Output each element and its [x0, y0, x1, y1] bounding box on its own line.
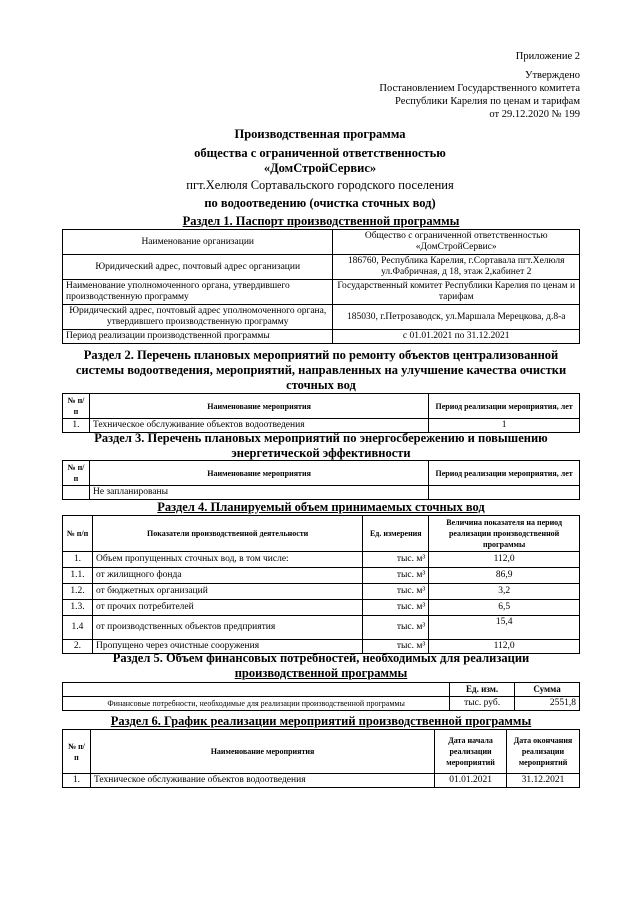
passport-value: 185030, г.Петрозаводск, ул.Маршала Мерецкова, д.8-а: [333, 305, 580, 330]
empty-header-cell: [63, 683, 450, 697]
table-row: [63, 280, 580, 305]
appendix-label: Приложение 2: [515, 51, 580, 62]
row-name: от производственных объектов предприятия: [92, 616, 362, 640]
decree-line-2: Республики Карелия по ценам и тарифам: [395, 96, 580, 107]
row-period: [429, 486, 580, 500]
table-row: [63, 697, 580, 711]
passport-value: 186760, Республика Карелия, г.Сортавала пгт.Хелюля ул.Фабричная, д 18, этаж 2,кабинет 2: [333, 255, 580, 280]
settlement-line: пгт.Хелюля Сортавальского городского поселения: [186, 178, 454, 192]
row-unit: тыс. руб.: [450, 697, 515, 711]
decree-date: от 29.12.2020 № 199: [489, 109, 580, 120]
col-unit-header: Ед. изм.: [450, 683, 515, 697]
section-1-heading: Раздел 1. Паспорт производственной программы: [182, 214, 460, 228]
row-num: 2.: [63, 640, 93, 654]
section-5-heading-line-1: Раздел 5. Объем финансовых потребностей, необходимых для реализации: [112, 651, 530, 665]
col-num-header: № п/п: [63, 516, 93, 552]
col-name-header: Наименование мероприятия: [89, 461, 428, 486]
table-row: [63, 600, 580, 616]
approved-label: Утверждено: [525, 70, 580, 81]
col-name-header: Наименование мероприятия: [89, 394, 428, 419]
col-name-header: Показатели производственной деятельности: [92, 516, 362, 552]
passport-label: Наименование организации: [63, 230, 333, 255]
row-period: 1: [429, 419, 580, 433]
passport-value: Государственный комитет Республики Карелия по ценам и тарифам: [333, 280, 580, 305]
row-num: 1.2.: [63, 584, 93, 600]
row-value: 15,4: [429, 616, 580, 640]
section-2-heading: Раздел 2. Перечень плановых мероприятий по ремонту объектов централизованной системы водоотведения, мероприятий, направленных на улучшение качества очистки сточных вод: [75, 348, 567, 392]
row-value: 112,0: [429, 640, 580, 654]
service-line: по водоотведению (очистка сточных вод): [204, 196, 436, 210]
section-6-heading: Раздел 6. График реализации мероприятий производственной программы: [110, 714, 532, 728]
table-header-row: [63, 683, 580, 697]
row-name: от жилищного фонда: [92, 568, 362, 584]
row-label: Финансовые потребности, необходимые для реализации производственной программы: [63, 697, 450, 711]
row-name: Пропущено через очистные сооружения: [92, 640, 362, 654]
row-num: 1.: [63, 552, 93, 568]
table-header-row: [63, 730, 580, 774]
table-row: [63, 568, 580, 584]
row-name: Техническое обслуживание объектов водоотведения: [89, 419, 428, 433]
table-row: [63, 774, 580, 788]
col-num-header: № п/п: [63, 461, 90, 486]
program-title: Производственная программа: [234, 127, 406, 141]
row-name: от бюджетных организаций: [92, 584, 362, 600]
col-num-header: № п/п: [63, 394, 90, 419]
table-header-row: [63, 516, 580, 552]
repair-measures-table: [62, 393, 580, 433]
row-unit: тыс. м³: [363, 568, 429, 584]
financial-needs-table: [62, 682, 580, 711]
row-value: 86,9: [429, 568, 580, 584]
row-unit: тыс. м³: [363, 584, 429, 600]
col-start-header: Дата начала реализации мероприятий: [435, 730, 507, 774]
table-header-row: [63, 394, 580, 419]
row-num: 1.: [63, 419, 90, 433]
row-name: Объем пропущенных сточных вод, в том числе:: [92, 552, 362, 568]
section-4-heading: Раздел 4. Планируемый объем принимаемых сточных вод: [157, 500, 485, 514]
row-value: 6,5: [429, 600, 580, 616]
row-unit: тыс. м³: [363, 552, 429, 568]
table-row: [63, 255, 580, 280]
org-type-line: общества с ограниченной ответственностью: [194, 146, 446, 160]
org-name-line: «ДомСтройСервис»: [263, 161, 377, 175]
passport-label: Наименование уполномоченного органа, утвердившего производственную программу: [63, 280, 333, 305]
passport-label: Юридический адрес, почтовый адрес организации: [63, 255, 333, 280]
energy-measures-table: [62, 460, 580, 500]
col-value-header: Величина показателя на период реализации производственной программы: [429, 516, 580, 552]
decree-line-1: Постановлением Государственного комитета: [379, 83, 580, 94]
table-row: [63, 584, 580, 600]
row-num: 1.4: [63, 616, 93, 640]
row-sum: 2551,8: [515, 697, 580, 711]
row-start: 01.01.2021: [435, 774, 507, 788]
table-header-row: [63, 461, 580, 486]
col-period-header: Период реализации мероприятия, лет: [429, 461, 580, 486]
row-num: 1.3.: [63, 600, 93, 616]
passport-label: Юридический адрес, почтовый адрес уполномоченного органа, утвердившего производственную программу: [63, 305, 333, 330]
row-name: от прочих потребителей: [92, 600, 362, 616]
section-5-heading: [62, 651, 580, 681]
approval-block: [379, 69, 580, 121]
section-5-heading-line-2: производственной программы: [234, 666, 408, 680]
wastewater-volume-table: [62, 515, 580, 654]
passport-value: с 01.01.2021 по 31.12.2021: [333, 330, 580, 344]
col-unit-header: Ед. измерения: [363, 516, 429, 552]
row-unit: тыс. м³: [363, 640, 429, 654]
row-name: Техническое обслуживание объектов водоотведения: [90, 774, 434, 788]
row-num: 1.: [63, 774, 91, 788]
col-name-header: Наименование мероприятия: [90, 730, 434, 774]
row-unit: тыс. м³: [363, 616, 429, 640]
table-row: [63, 486, 580, 500]
schedule-table: [62, 729, 580, 788]
col-num-header: № п/п: [63, 730, 91, 774]
passport-table: [62, 229, 580, 344]
col-end-header: Дата окончания реализации мероприятий: [507, 730, 580, 774]
table-row: [63, 305, 580, 330]
row-value: 3,2: [429, 584, 580, 600]
table-row: [63, 330, 580, 344]
table-row: [63, 552, 580, 568]
row-num: 1.1.: [63, 568, 93, 584]
row-name: Не запланированы: [89, 486, 428, 500]
col-period-header: Период реализации мероприятия, лет: [429, 394, 580, 419]
table-row: [63, 616, 580, 640]
passport-label: Период реализации производственной программы: [63, 330, 333, 344]
table-row: [63, 230, 580, 255]
section-3-heading: Раздел 3. Перечень плановых мероприятий по энергосбережению и повышению энергетической эффективности: [94, 431, 548, 460]
row-unit: тыс. м³: [363, 600, 429, 616]
row-end: 31.12.2021: [507, 774, 580, 788]
passport-value: Общество с ограниченной ответственностью «ДомСтройСервис»: [333, 230, 580, 255]
col-sum-header: Сумма: [515, 683, 580, 697]
row-num: [63, 486, 90, 500]
row-value: 112,0: [429, 552, 580, 568]
